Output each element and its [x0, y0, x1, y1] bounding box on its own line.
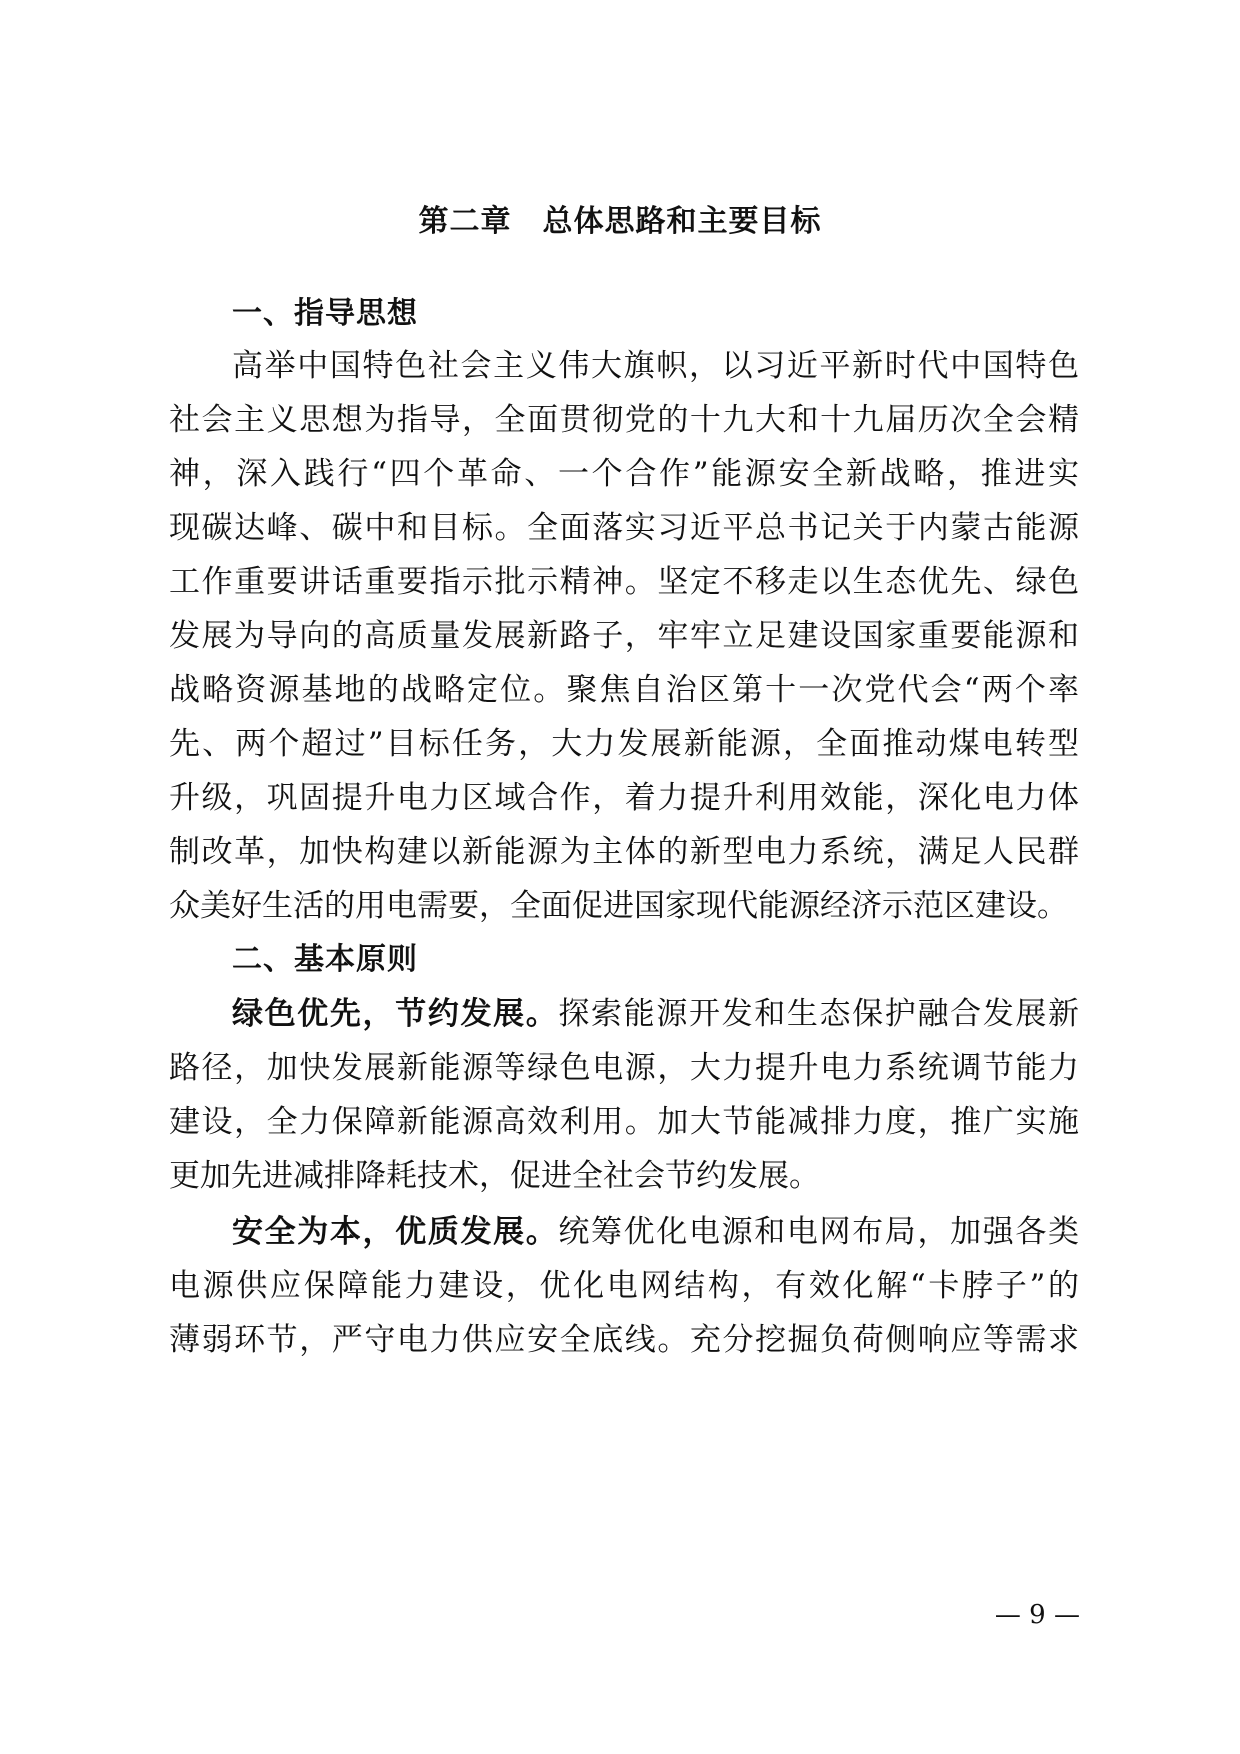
- paragraph-line: 工作重要讲话重要指示批示精神。坚定不移走以生态优先、绿色: [169, 564, 1079, 600]
- paragraph-line: 更加先进减排降耗技术，促进全社会节约发展。: [169, 1158, 820, 1194]
- section-heading-guiding-ideology: 一、指导思想: [232, 296, 418, 331]
- paragraph-line: 路径，加快发展新能源等绿色电源，大力提升电力系统调节能力: [169, 1050, 1079, 1086]
- principle-lead: 安全为本，优质发展。: [232, 1214, 559, 1250]
- paragraph-line: 建设，全力保障新能源高效利用。加大节能减排力度，推广实施: [169, 1104, 1079, 1140]
- principle-text: 探索能源开发和生态保护融合发展新: [558, 996, 1080, 1032]
- principle-text: 统筹优化电源和电网布局，加强各类: [558, 1214, 1080, 1250]
- principle-line: [232, 1206, 1080, 1250]
- paragraph-line: 先、两个超过”目标任务，大力发展新能源，全面推动煤电转型: [169, 726, 1079, 762]
- chapter-title: 第二章 总体思路和主要目标: [418, 204, 822, 239]
- paragraph-line: 发展为导向的高质量发展新路子，牢牢立足建设国家重要能源和: [169, 618, 1079, 654]
- paragraph-line: 制改革，加快构建以新能源为主体的新型电力系统，满足人民群: [169, 834, 1079, 870]
- paragraph-line: 战略资源基地的战略定位。聚焦自治区第十一次党代会“两个率: [169, 672, 1079, 708]
- principle-lead: 绿色优先，节约发展。: [232, 996, 559, 1032]
- principle-line: [232, 988, 1080, 1032]
- paragraph-line: 电源供应保障能力建设，优化电网结构，有效化解“卡脖子”的: [169, 1268, 1079, 1304]
- paragraph-line: 升级，巩固提升电力区域合作，着力提升利用效能，深化电力体: [169, 780, 1079, 816]
- paragraph-line: 现碳达峰、碳中和目标。全面落实习近平总书记关于内蒙古能源: [169, 510, 1079, 546]
- paragraph-line: 社会主义思想为指导，全面贯彻党的十九大和十九届历次全会精: [169, 402, 1079, 438]
- paragraph-line: 薄弱环节，严守电力供应安全底线。充分挖掘负荷侧响应等需求: [169, 1322, 1079, 1358]
- page-number: — 9 —: [994, 1600, 1080, 1630]
- paragraph-line: 神，深入践行“四个革命、一个合作”能源安全新战略，推进实: [169, 456, 1079, 492]
- paragraph-line: 众美好生活的用电需要，全面促进国家现代能源经济示范区建设。: [169, 888, 1068, 924]
- section-heading-basic-principles: 二、基本原则: [232, 942, 418, 977]
- paragraph-line: 高举中国特色社会主义伟大旗帜，以习近平新时代中国特色: [232, 348, 1079, 384]
